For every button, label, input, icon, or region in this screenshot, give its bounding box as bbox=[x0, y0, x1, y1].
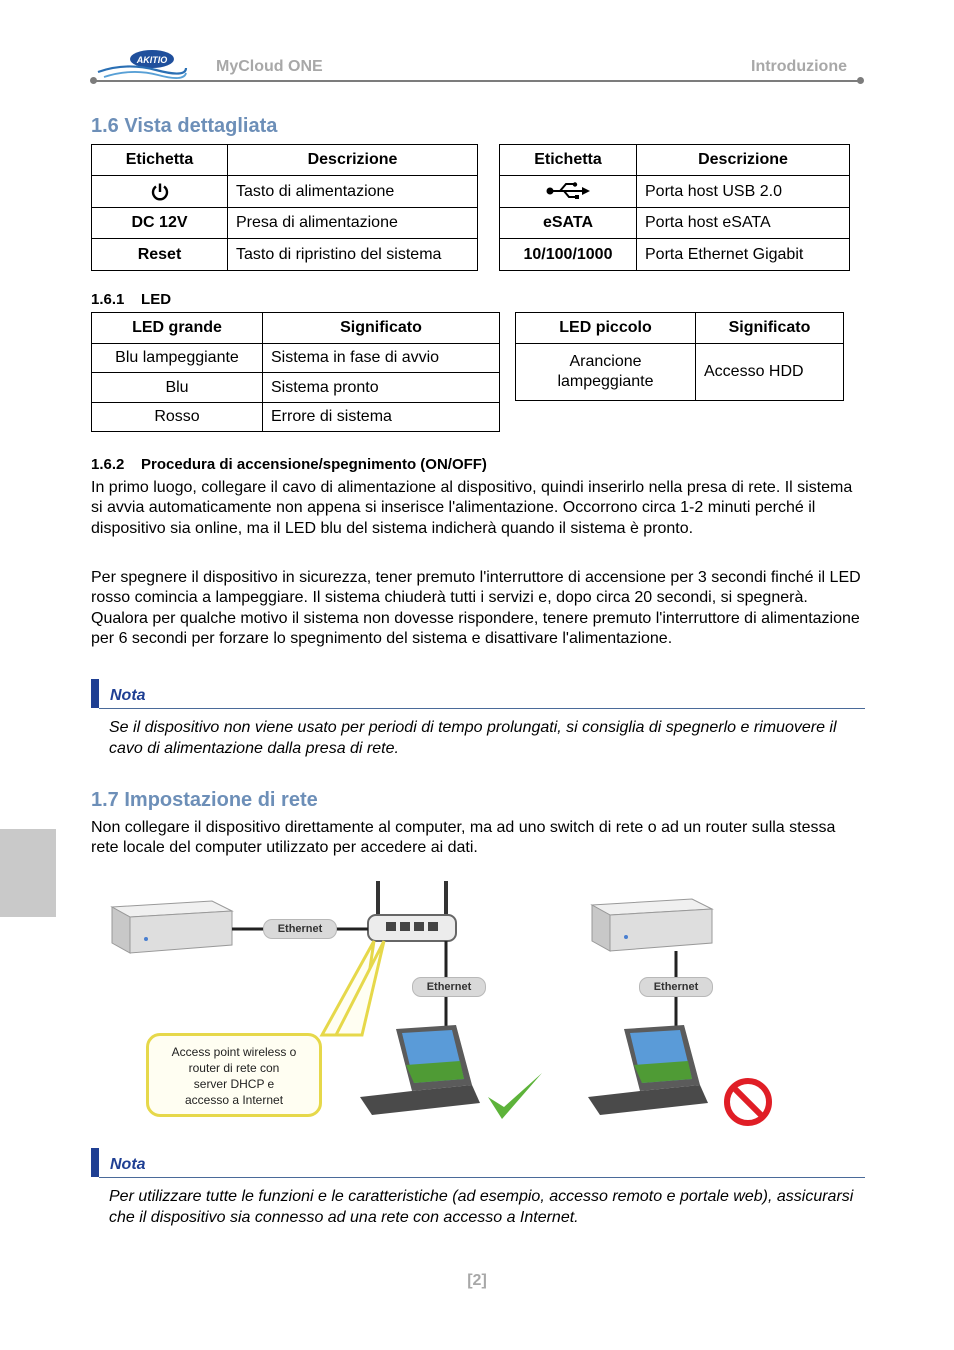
chapter-tab bbox=[0, 829, 56, 917]
table-header: Etichetta bbox=[500, 145, 637, 176]
led-line-1: Arancione bbox=[569, 353, 642, 370]
table-row bbox=[92, 208, 478, 239]
power-icon bbox=[150, 183, 170, 200]
table-header: Descrizione bbox=[228, 145, 478, 176]
ethernet-label: Ethernet bbox=[412, 977, 486, 997]
ethernet-label: Ethernet bbox=[639, 977, 713, 997]
table-cell bbox=[516, 344, 696, 401]
brand-logo bbox=[96, 46, 188, 84]
table-cell: DC 12V bbox=[92, 208, 228, 239]
note-label: Nota bbox=[110, 1156, 146, 1173]
section-title-1-6-1: 1.6.1 LED bbox=[91, 291, 172, 308]
table-header: Descrizione bbox=[637, 145, 850, 176]
table-cell: Tasto di alimentazione bbox=[228, 176, 478, 208]
table-row bbox=[92, 344, 500, 373]
paragraph: Per spegnere il dispositivo in sicurezza, tener premuto l'interruttore di accensione per 3 secondi finché il LED rosso comincia a lampeggiare. Il sistema chiuderà tutti i servizi e, dopo circa 20 secondi, si spegnerà. Qualora per qualche motivo il sistema non dovesse rispondere, tenere premuto l'interruttore di alimentazione per 6 secondi per forzare lo spegnimento del sistema e disattivare l'alimentazione. bbox=[91, 569, 861, 647]
laptop-icon bbox=[588, 1025, 708, 1115]
note-rule bbox=[99, 1177, 865, 1178]
table-cell bbox=[500, 176, 637, 208]
forbidden-icon bbox=[727, 1081, 769, 1123]
table-etichetta-left bbox=[91, 144, 478, 271]
table-cell: Porta Ethernet Gigabit bbox=[637, 239, 850, 271]
table-cell: Porta host USB 2.0 bbox=[637, 176, 850, 208]
table-etichetta-right bbox=[499, 144, 850, 271]
router-icon bbox=[368, 881, 456, 941]
table-cell: 10/100/1000 bbox=[500, 239, 637, 271]
callout-line: server DHCP e bbox=[193, 1077, 275, 1091]
table-row bbox=[92, 403, 500, 432]
laptop-icon bbox=[360, 1025, 480, 1115]
table-cell: Reset bbox=[92, 239, 228, 271]
header-rule-dot bbox=[857, 77, 864, 84]
note-text: Per utilizzare tutte le funzioni e le caratteristiche (ad esempio, accesso remoto e portale web), assicurarsi che il dispositivo sia connesso ad una rete con accesso a Internet. bbox=[109, 1188, 854, 1226]
note-bar bbox=[91, 1148, 99, 1177]
table-cell: Accesso HDD bbox=[696, 344, 844, 401]
section-title-1-6-2: 1.6.2 Procedura di accensione/spegnimento (ON/OFF) bbox=[91, 456, 487, 473]
table-row bbox=[92, 239, 478, 271]
page-number: [2] bbox=[467, 1272, 487, 1289]
callout-line: accesso a Internet bbox=[184, 1093, 284, 1107]
ethernet-label: Ethernet bbox=[263, 919, 337, 939]
note-text: Se il dispositivo non viene usato per periodi di tempo prolungati, si consiglia di spegnerlo e rimuovere il cavo di alimentazione dalla presa di rete. bbox=[109, 719, 837, 757]
table-cell: Presa di alimentazione bbox=[228, 208, 478, 239]
table-led-piccolo bbox=[515, 312, 844, 401]
table-cell: Rosso bbox=[92, 403, 263, 432]
led-line-2: lampeggiante bbox=[557, 373, 654, 390]
table-header: LED grande bbox=[92, 313, 263, 344]
section-title-1-7: 1.7 Impostazione di rete bbox=[91, 789, 318, 811]
table-cell: Errore di sistema bbox=[263, 403, 500, 432]
check-icon bbox=[488, 1073, 542, 1119]
table-row bbox=[92, 176, 478, 208]
table-cell: Blu bbox=[92, 373, 263, 403]
table-header: Significato bbox=[263, 313, 500, 344]
header-brand: MyCloud ONE bbox=[216, 58, 323, 75]
table-cell: Sistema in fase di avvio bbox=[263, 344, 500, 373]
table-row bbox=[92, 373, 500, 403]
callout-line: router di rete con bbox=[188, 1061, 280, 1075]
logo-text: AKITIO bbox=[136, 55, 168, 65]
table-cell: Porta host eSATA bbox=[637, 208, 850, 239]
usb-icon bbox=[546, 183, 590, 200]
note-rule bbox=[99, 708, 865, 709]
table-cell: Blu lampeggiante bbox=[92, 344, 263, 373]
nas-device-icon bbox=[592, 899, 712, 951]
table-header: Significato bbox=[696, 313, 844, 344]
paragraph: In primo luogo, collegare il cavo di alimentazione al dispositivo, quindi inserirlo nella presa di rete. Il sistema si avvia automaticamente non appena si inserisce l'alimentazione. Occorrono circa 1-2 minuti perché il dispositivo sia online, ma il LED blu del sistema indicherà quando il sistema è pronto. bbox=[91, 479, 853, 537]
header-rule bbox=[95, 80, 861, 82]
callout-line: Access point wireless o bbox=[171, 1045, 297, 1059]
note-bar bbox=[91, 679, 99, 708]
table-cell: Tasto di ripristino del sistema bbox=[228, 239, 478, 271]
table-row bbox=[516, 344, 844, 401]
nas-device-icon bbox=[112, 901, 232, 953]
access-point-callout bbox=[146, 1033, 322, 1117]
table-header: Etichetta bbox=[92, 145, 228, 176]
paragraph: Non collegare il dispositivo direttamente al computer, ma ad uno switch di rete o ad un router sulla stessa rete locale del computer utilizzato per accedere ai dati. bbox=[91, 819, 836, 857]
table-row bbox=[500, 176, 850, 208]
header-section: Introduzione bbox=[751, 58, 847, 75]
table-row bbox=[500, 208, 850, 239]
table-led-grande bbox=[91, 312, 500, 432]
table-cell: eSATA bbox=[500, 208, 637, 239]
table-cell bbox=[92, 176, 228, 208]
table-header: LED piccolo bbox=[516, 313, 696, 344]
note-label: Nota bbox=[110, 687, 146, 704]
table-row bbox=[500, 239, 850, 271]
table-cell: Sistema pronto bbox=[263, 373, 500, 403]
section-title-1-6: 1.6 Vista dettagliata bbox=[91, 115, 278, 137]
